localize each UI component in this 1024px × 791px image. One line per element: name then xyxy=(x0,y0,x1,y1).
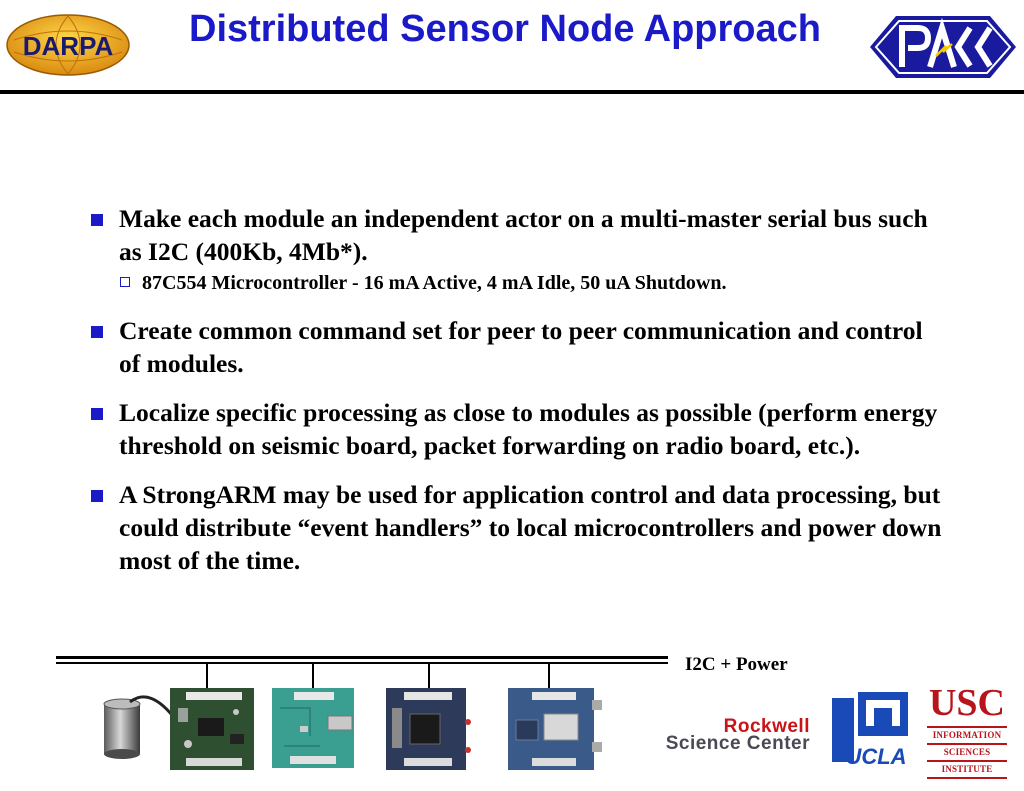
usc-logo-line3: INSTITUTE xyxy=(941,764,993,774)
bus-drop xyxy=(428,662,430,688)
sub-bullet-item xyxy=(90,270,950,296)
ucla-logo-icon xyxy=(828,690,916,772)
bus-label: I2C + Power xyxy=(685,654,788,675)
sub-bullet-text: 87C554 Microcontroller - 16 mA Active, 4 mA Idle, 50 uA Shutdown. xyxy=(142,272,727,294)
bullet-text: A StrongARM may be used for application control and data processing, but could distribute “event handlers” to local microcontrollers and power down most of the time. xyxy=(119,480,942,575)
rockwell-logo-line2: Science Center xyxy=(665,733,810,754)
bullet-text: Localize specific processing as close to modules as possible (perform energy threshold on seismic board, packet forwarding on radio board, etc.). xyxy=(119,398,938,460)
logo-rule xyxy=(927,743,1007,745)
bullet-item xyxy=(90,202,950,296)
usc-isi-logo xyxy=(924,682,1010,782)
sensor-board-icon xyxy=(270,686,356,770)
usc-logo-text: USC xyxy=(928,682,1006,724)
pace-logo-icon xyxy=(866,12,1020,82)
square-bullet-icon xyxy=(91,214,103,226)
square-bullet-icon xyxy=(91,326,103,338)
processor-board-icon xyxy=(384,686,474,772)
rockwell-logo-line1: Rockwell xyxy=(723,716,810,737)
header-rule xyxy=(0,90,1024,94)
hollow-square-bullet-icon xyxy=(120,277,130,287)
darpa-logo xyxy=(4,12,132,78)
square-bullet-icon xyxy=(91,490,103,502)
bullet-list xyxy=(90,202,950,593)
bullet-item xyxy=(90,314,950,380)
bullet-text: Create common command set for peer to peer communication and control of modules. xyxy=(119,316,923,378)
bus-line xyxy=(56,662,668,664)
bus-drop xyxy=(312,662,314,688)
bullet-text: Make each module an independent actor on a multi-master serial bus such as I2C (400Kb, 4Mb*). xyxy=(119,204,928,266)
bus-line xyxy=(56,656,668,659)
logo-rule xyxy=(927,760,1007,762)
square-bullet-icon xyxy=(91,408,103,420)
page-title: Distributed Sensor Node Approach xyxy=(189,8,821,50)
bullet-item xyxy=(90,396,950,462)
svg-text:DARPA: DARPA xyxy=(22,31,114,61)
bus-drop xyxy=(206,662,208,688)
seismic-board-icon xyxy=(168,686,256,772)
svg-text:UCLA: UCLA xyxy=(845,744,907,769)
bus-drop xyxy=(548,662,550,688)
logo-rule xyxy=(927,777,1007,779)
logo-rule xyxy=(927,726,1007,728)
rockwell-logo xyxy=(640,716,810,756)
bullet-item xyxy=(90,478,950,577)
usc-logo-line2: SCIENCES xyxy=(943,747,991,757)
radio-board-icon xyxy=(506,686,606,772)
usc-logo-line1: INFORMATION xyxy=(932,730,1002,740)
